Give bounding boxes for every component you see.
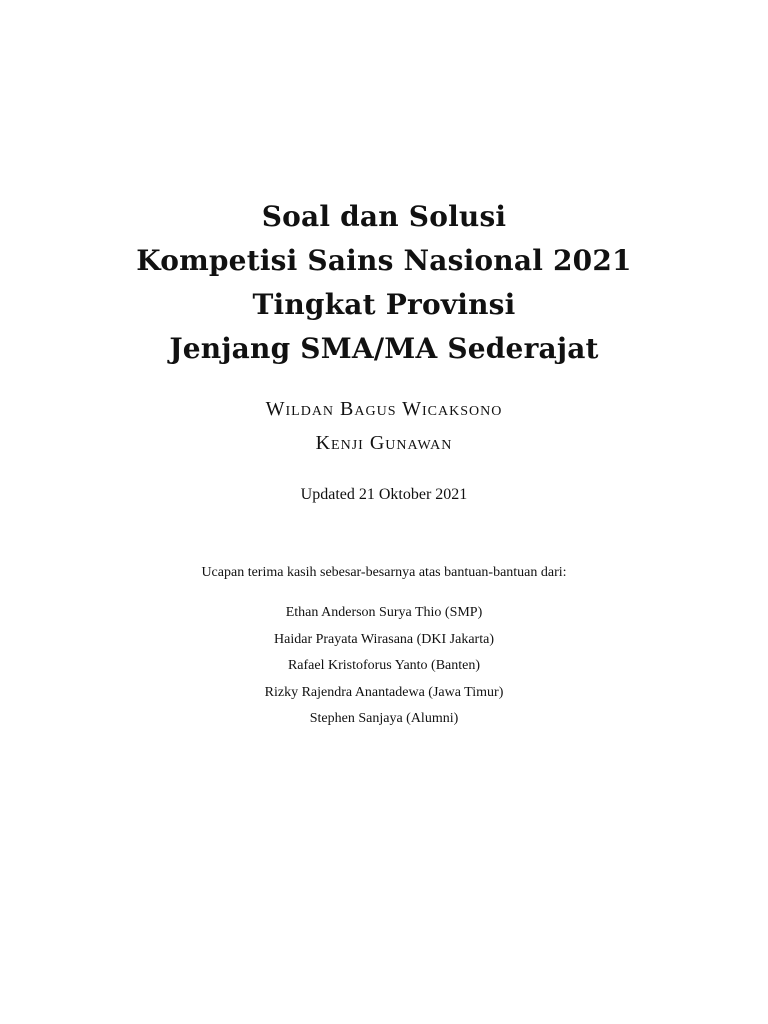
acknowledgement-intro: Ucapan terima kasih sebesar-besarnya atas bantuan-bantuan dari: <box>201 565 567 580</box>
title-line: Kompetisi Sains Nasional 2021 <box>136 244 632 277</box>
contributor-item: Haidar Prayata Wirasana (DKI Jakarta) <box>274 631 494 647</box>
contributor-item: Ethan Anderson Surya Thio (SMP) <box>285 605 483 620</box>
contributor-item: Stephen Sanjaya (Alumni) <box>309 711 459 726</box>
author-list <box>0 392 768 460</box>
title-line: Tingkat Provinsi <box>252 288 516 321</box>
title-line: Soal dan Solusi <box>261 200 507 233</box>
author-name: Kenji Gunawan <box>315 432 453 454</box>
title-line: Jenjang SMA/MA Sederajat <box>169 332 599 365</box>
contributor-item: Rafael Kristoforus Yanto (Banten) <box>287 658 481 673</box>
updated-date: Updated 21 Oktober 2021 <box>300 486 468 503</box>
contributor-list <box>0 600 768 733</box>
contributor-item: Rizky Rajendra Anantadewa (Jawa Timur) <box>264 684 504 700</box>
document-title <box>0 195 768 371</box>
author-name: Wildan Bagus Wicaksono <box>265 398 503 420</box>
